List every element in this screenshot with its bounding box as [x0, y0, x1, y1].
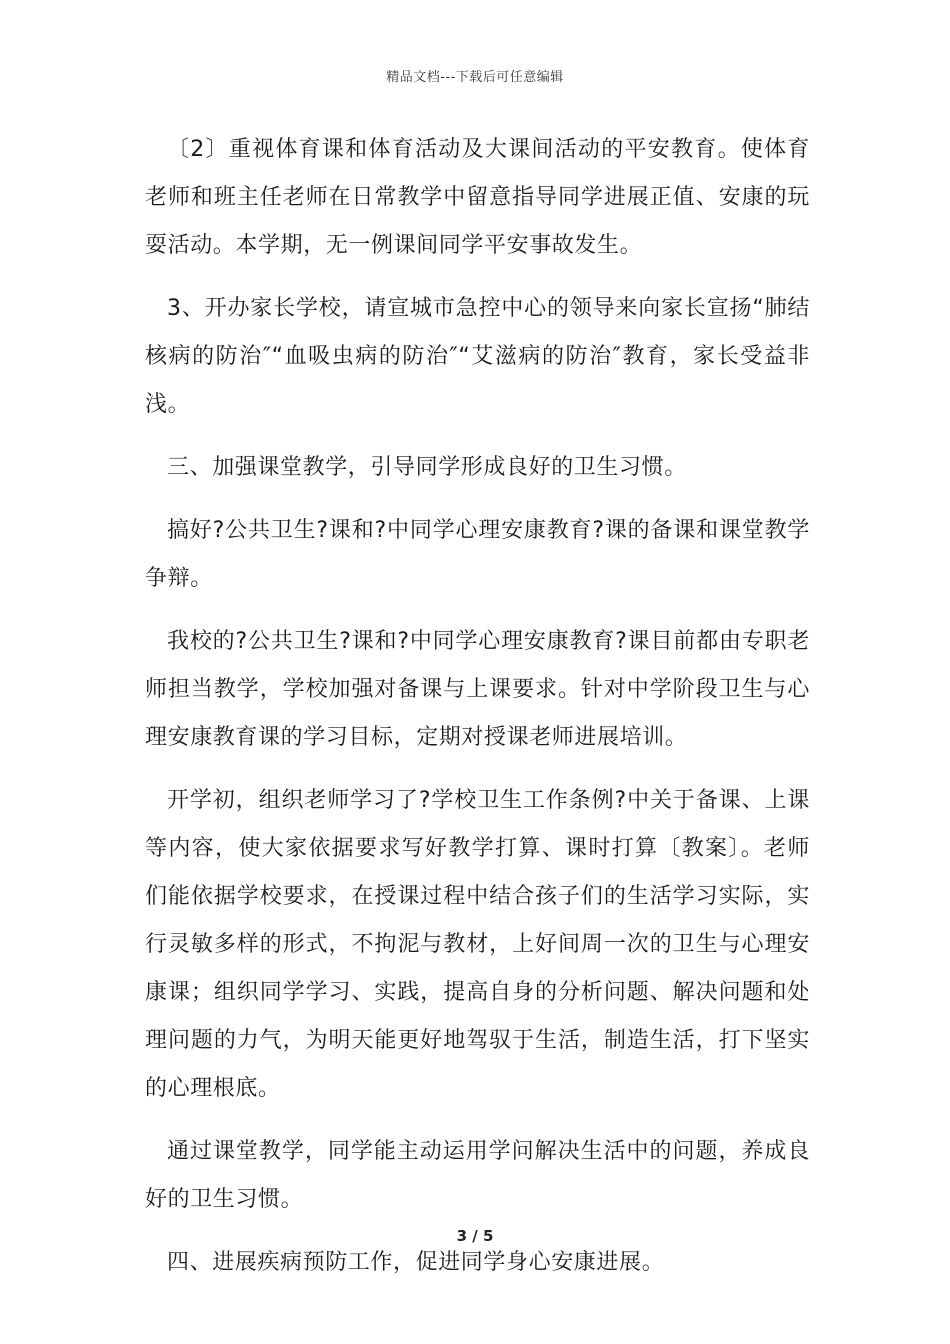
page-number: 3 / 5	[456, 1227, 494, 1245]
page-header: 精品文档---下载后可任意编辑	[386, 70, 564, 85]
paragraph-pe-safety: 〔2〕重视体育课和体育活动及大课间活动的平安教育。使体育老师和班主任老师在日常教学中留意指导同学进展正值、安康的玩耍活动。本学期，无一例课间同学平安事故发生。	[145, 137, 810, 258]
section-heading-disease-prevention: 四、进展疾病预防工作，促进同学身心安康进展。	[167, 1250, 665, 1275]
paragraph-teachers: 我校的?公共卫生?课和?中同学心理安康教育?课目前都由专职老师担当教学，学校加强对备课与上课要求。针对中学阶段卫生与心理安康教育课的学习目标，定期对授课老师进展培训。	[145, 629, 810, 750]
document-body	[145, 126, 810, 1302]
paragraph-semester-start: 开学初，组织老师学习了?学校卫生工作条例?中关于备课、上课等内容，使大家依据要求写好教学打算、课时打算〔教案〕。老师们能依据学校要求，在授课过程中结合孩子们的生活学习实际，实行灵敏多样的形式，不拘泥与教材，上好间周一次的卫生与心理安康课；组织同学学习、实践，提高自身的分析问题、解决问题和处理问题的力气，为明天能更好地驾驭于生活，制造生活，打下坚实的心理根底。	[145, 788, 810, 1101]
paragraph-outcome: 通过课堂教学，同学能主动运用学问解决生活中的问题，养成良好的卫生习惯。	[145, 1139, 810, 1212]
section-heading-classroom: 三、加强课堂教学，引导同学形成良好的卫生习惯。	[167, 455, 687, 480]
paragraph-parent-school: 3、开办家长学校，请宣城市急控中心的领导来向家长宣扬“肺结核病的防治″“血吸虫病的防治″“艾滋病的防治″教育，家长受益非浅。	[145, 296, 810, 417]
paragraph-lesson-prep: 搞好?公共卫生?课和?中同学心理安康教育?课的备课和课堂教学争辩。	[145, 518, 810, 591]
